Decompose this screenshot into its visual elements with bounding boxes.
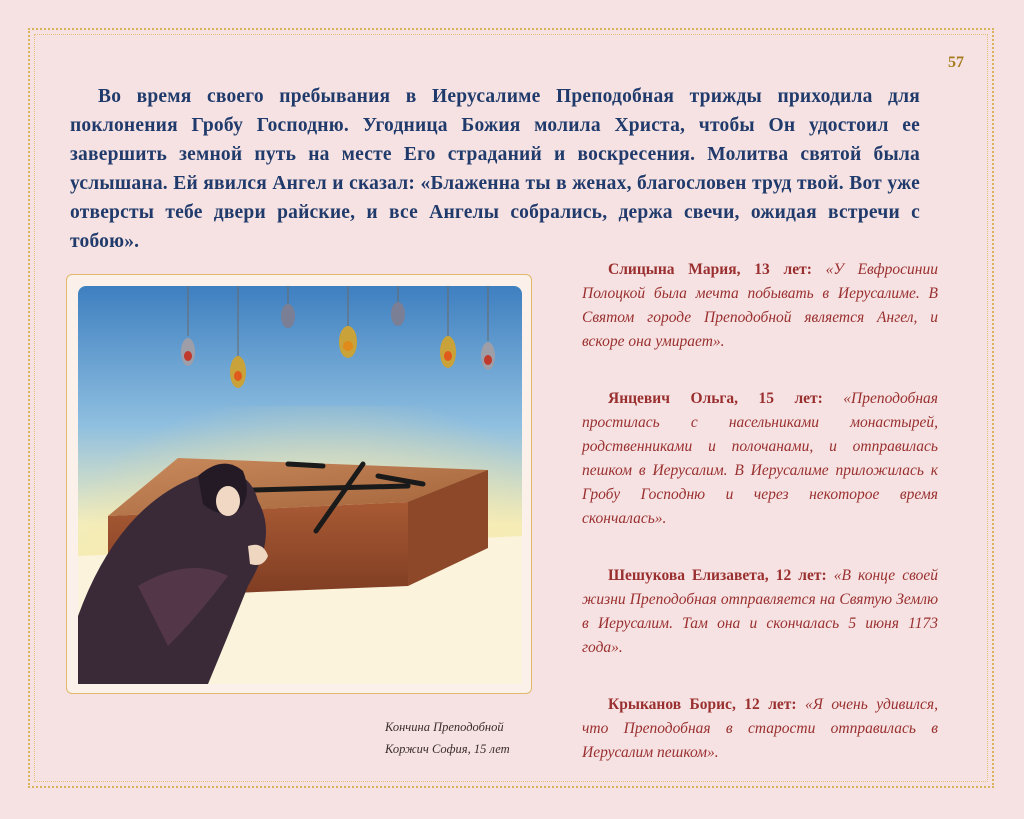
page-number: 57: [948, 54, 964, 71]
illustration-drawing: [78, 286, 522, 684]
illustration-frame: [66, 274, 532, 694]
quote-item: [582, 693, 938, 765]
quote-author: Слицына Мария, 13 лет:: [608, 261, 812, 278]
quote-item: [582, 564, 938, 660]
quote-text: «В конце своей жизни Преподобная отправляется на Святую Землю в Иерусалим. Там она и скончалась 5 июня 1173 года».: [582, 567, 939, 656]
quote-author: Шешукова Елизавета, 12 лет:: [608, 567, 827, 584]
quote-item: [582, 387, 938, 531]
intro-paragraph: Во время своего пребывания в Иерусалиме Преподобная трижды приходила для поклонения Гробу Господню. Угодница Божия молила Христа, чтобы Он удостоил ее завершить земной путь на месте Его страданий и воскресения. Молитва святой была услышана. Ей явился Ангел и сказал: «Блаженна ты в женах, благословен труд твой. Вот уже отверсты тебе двери райские, и все Ангелы собрались, держа свечи, ожидая встречи с тобою».: [70, 86, 920, 252]
quote-text: «У Евфросинии Полоцкой была мечта побывать в Иерусалиме. В Святом городе Преподобной является Ангел, и вскоре она умирает».: [582, 261, 938, 350]
quotes-column: [582, 258, 938, 798]
quote-text: «Преподобная простилась с насельниками монастырей, родственниками и полочанами, и отправилась пешком в Иерусалим. В Иерусалиме приложилась к Гробу Господню и через некоторое время скончалась».: [582, 390, 938, 527]
quote-item: [582, 258, 938, 354]
illustration-caption: [385, 716, 555, 760]
caption-title: Кончина Преподобной: [385, 720, 504, 734]
quote-text: «Я очень удивился, что Преподобная в старости отправилась в Иерусалим пешком».: [582, 696, 939, 761]
caption-author: Коржич София, 15 лет: [385, 742, 510, 756]
quote-author: Янцевич Ольга, 15 лет:: [608, 390, 823, 407]
quote-author: Крыканов Борис, 12 лет:: [608, 696, 797, 713]
